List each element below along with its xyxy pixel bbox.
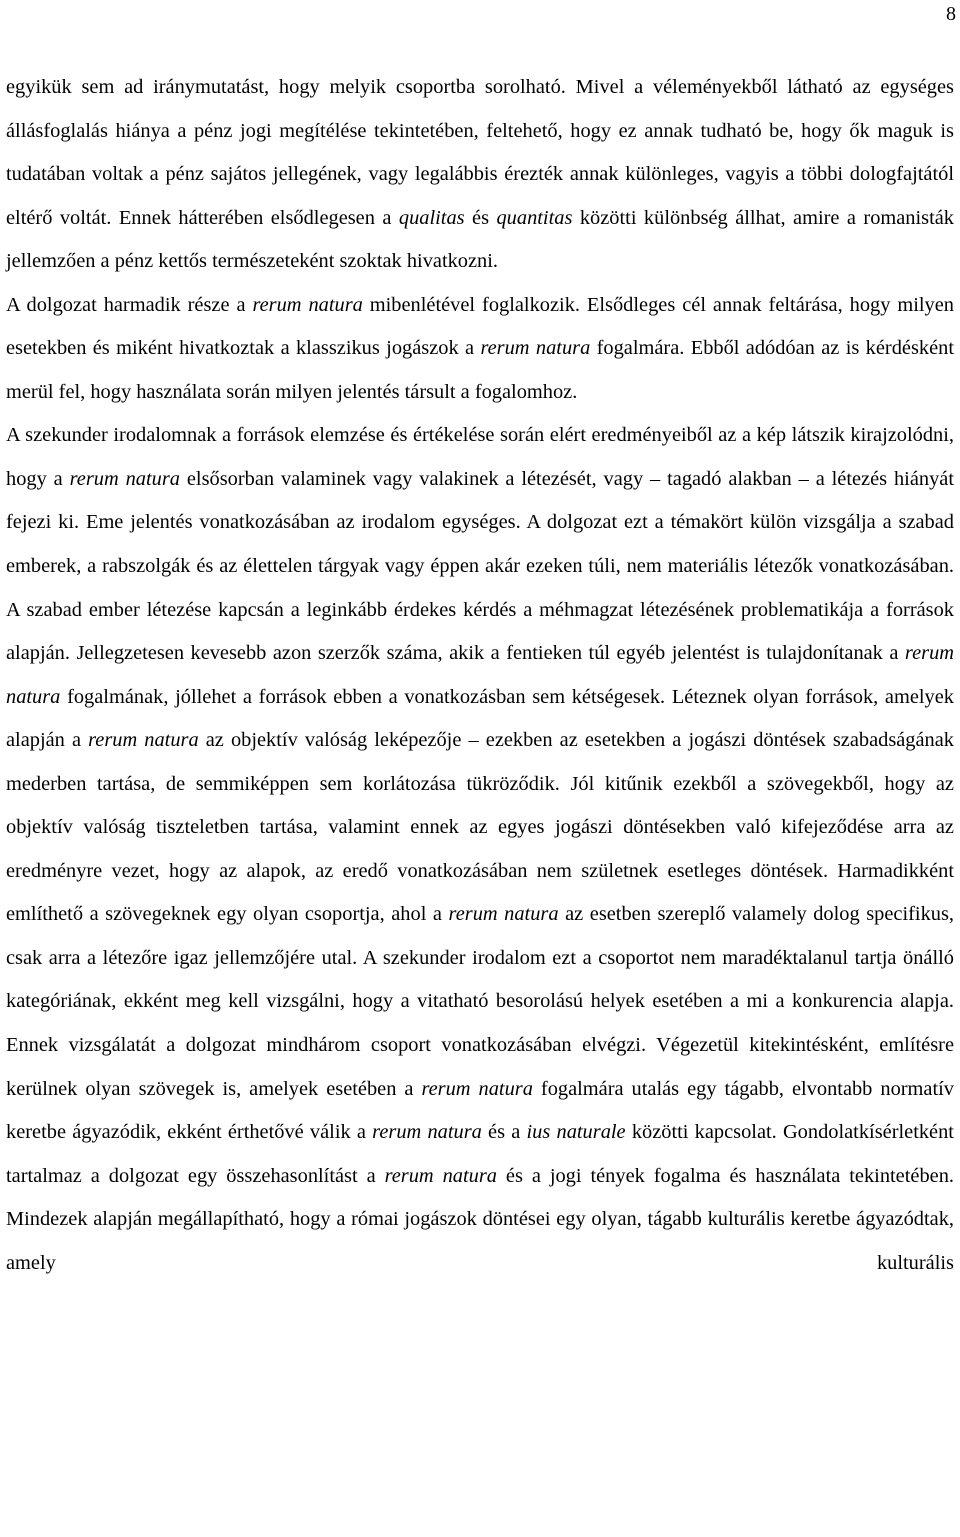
paragraph-text: az esetben szereplő valamely dolog specifikus, csak arra a létezőre igaz jellemzőjére utal. A szekunder irodalom ezt a csoportot nem maradéktalanul tartja önálló kategóriának, ekként meg kell vizsgálni, hogy a vitatható besorolású helyek esetében a mi a konkurencia alapja. Ennek vizsgálatát a dolgozat mindhárom csoport vonatkozásában elvégzi. Végezetül kitekintésként, említésre kerülnek olyan szövegek is, amelyek esetében a — [6, 903, 954, 1100]
paragraph-text: és a — [481, 1121, 527, 1144]
paragraph-text: fogalmának, jóllehet a források ebben a vonatkozásban sem kétségesek. Léteznek olyan források, amelyek alapján a — [6, 685, 954, 752]
document-body — [6, 66, 954, 1285]
paragraph-text: A dolgozat harmadik része a — [6, 293, 253, 316]
paragraph-text: A szekunder irodalomnak a források elemzése és értékelése során elért eredményeiből az a kép látszik kirajzolódni, hogy a — [6, 424, 954, 490]
italic-term: rerum natura — [384, 1164, 497, 1187]
paragraph-text: és a jogi tények fogalma és használata tekintetében. Mindezek alapján megállapítható, hogy a római jogászok döntései egy olyan, tágabb kulturális keretbe ágyazódtak, amely kulturális — [6, 1164, 954, 1274]
paragraph-text: mibenlétével foglalkozik. Elsődleges cél annak feltárása, hogy milyen esetekben és miként hivatkoztak a klasszikus jogászok a — [6, 293, 954, 360]
italic-term: qualitas — [398, 206, 465, 229]
italic-term: quantitas — [496, 206, 573, 229]
paragraph-text: az objektív valóság leképezője – ezekben az esetekben a jogászi döntések szabadságának mederben tartása, de semmiképpen sem korlátozása tükröződik. Jól kitűnik ezekből a szövegekből, hogy az objektív valóság tiszteletben tartása, valamint ennek az egyes jogászi döntésekben való kifejeződése arra az eredményre vezet, hogy az alapok, az eredő vonatkozásában nem születnek esetleges döntések. Harmadikként említhető a szövegeknek egy olyan csoportja, ahol a — [6, 729, 954, 926]
italic-term: ius naturale — [526, 1121, 626, 1144]
paragraph-text: fogalmára utalás egy tágabb, elvontabb normatív keretbe ágyazódik, ekként érthetővé válik a — [6, 1077, 954, 1144]
paragraph-text: és — [464, 206, 497, 229]
paragraph-2 — [6, 284, 954, 415]
paragraph-text: elsősorban valaminek vagy valakinek a létezését, vagy – tagadó alakban – a létezés hiányát fejezi ki. Eme jelentés vonatkozásában az irodalom egységes. A dolgozat ezt a témakört külön vizsgálja a szabad emberek, a rabszolgák és az élettelen tárgyak vagy éppen akár ezeken túli, nem materiális létezők vonatkozásában. A szabad ember létezése kapcsán a leginkább érdekes kérdés a méhmagzat létezésének problematikája a források alapján. Jellegzetesen kevesebb azon szerzők száma, akik a fentieken túl egyéb jelentést is tulajdonítanak a — [6, 467, 954, 665]
italic-term: rerum natura — [480, 337, 591, 360]
italic-term: rerum natura — [6, 642, 954, 708]
italic-term: rerum natura — [252, 293, 363, 316]
paragraph-text: közötti kapcsolat. Gondolatkísérletként tartalmaz a dolgozat egy összehasonlítást a — [6, 1121, 954, 1187]
italic-term: rerum natura — [448, 903, 559, 926]
paragraph-text: közötti különbség állhat, amire a romanisták jellemzően a pénz kettős természeteként szoktak hivatkozni. — [6, 206, 955, 273]
italic-term: rerum natura — [88, 729, 199, 752]
italic-term: rerum natura — [421, 1077, 533, 1100]
italic-term: rerum natura — [69, 467, 180, 490]
paragraph-1 — [6, 66, 954, 284]
paragraph-text: egyikük sem ad iránymutatást, hogy melyik csoportba sorolható. Mivel a véleményekből látható az egységes állásfoglalás hiánya a pénz jogi megítélése tekintetében, feltehető, hogy ez annak tudható be, hogy ők maguk is tudatában voltak a pénz sajátos jellegének, vagy legalábbis érezték annak különleges, vagyis a többi dologfajtától eltérő voltát. Ennek hátterében elsődlegesen a — [6, 76, 954, 229]
page-number: 8 — [946, 3, 956, 25]
paragraph-3 — [6, 414, 954, 1285]
paragraph-text: fogalmára. Ebből adódóan az is kérdésként merül fel, hogy használata során milyen jelentés társult a fogalomhoz. — [6, 337, 954, 403]
italic-term: rerum natura — [372, 1121, 482, 1144]
